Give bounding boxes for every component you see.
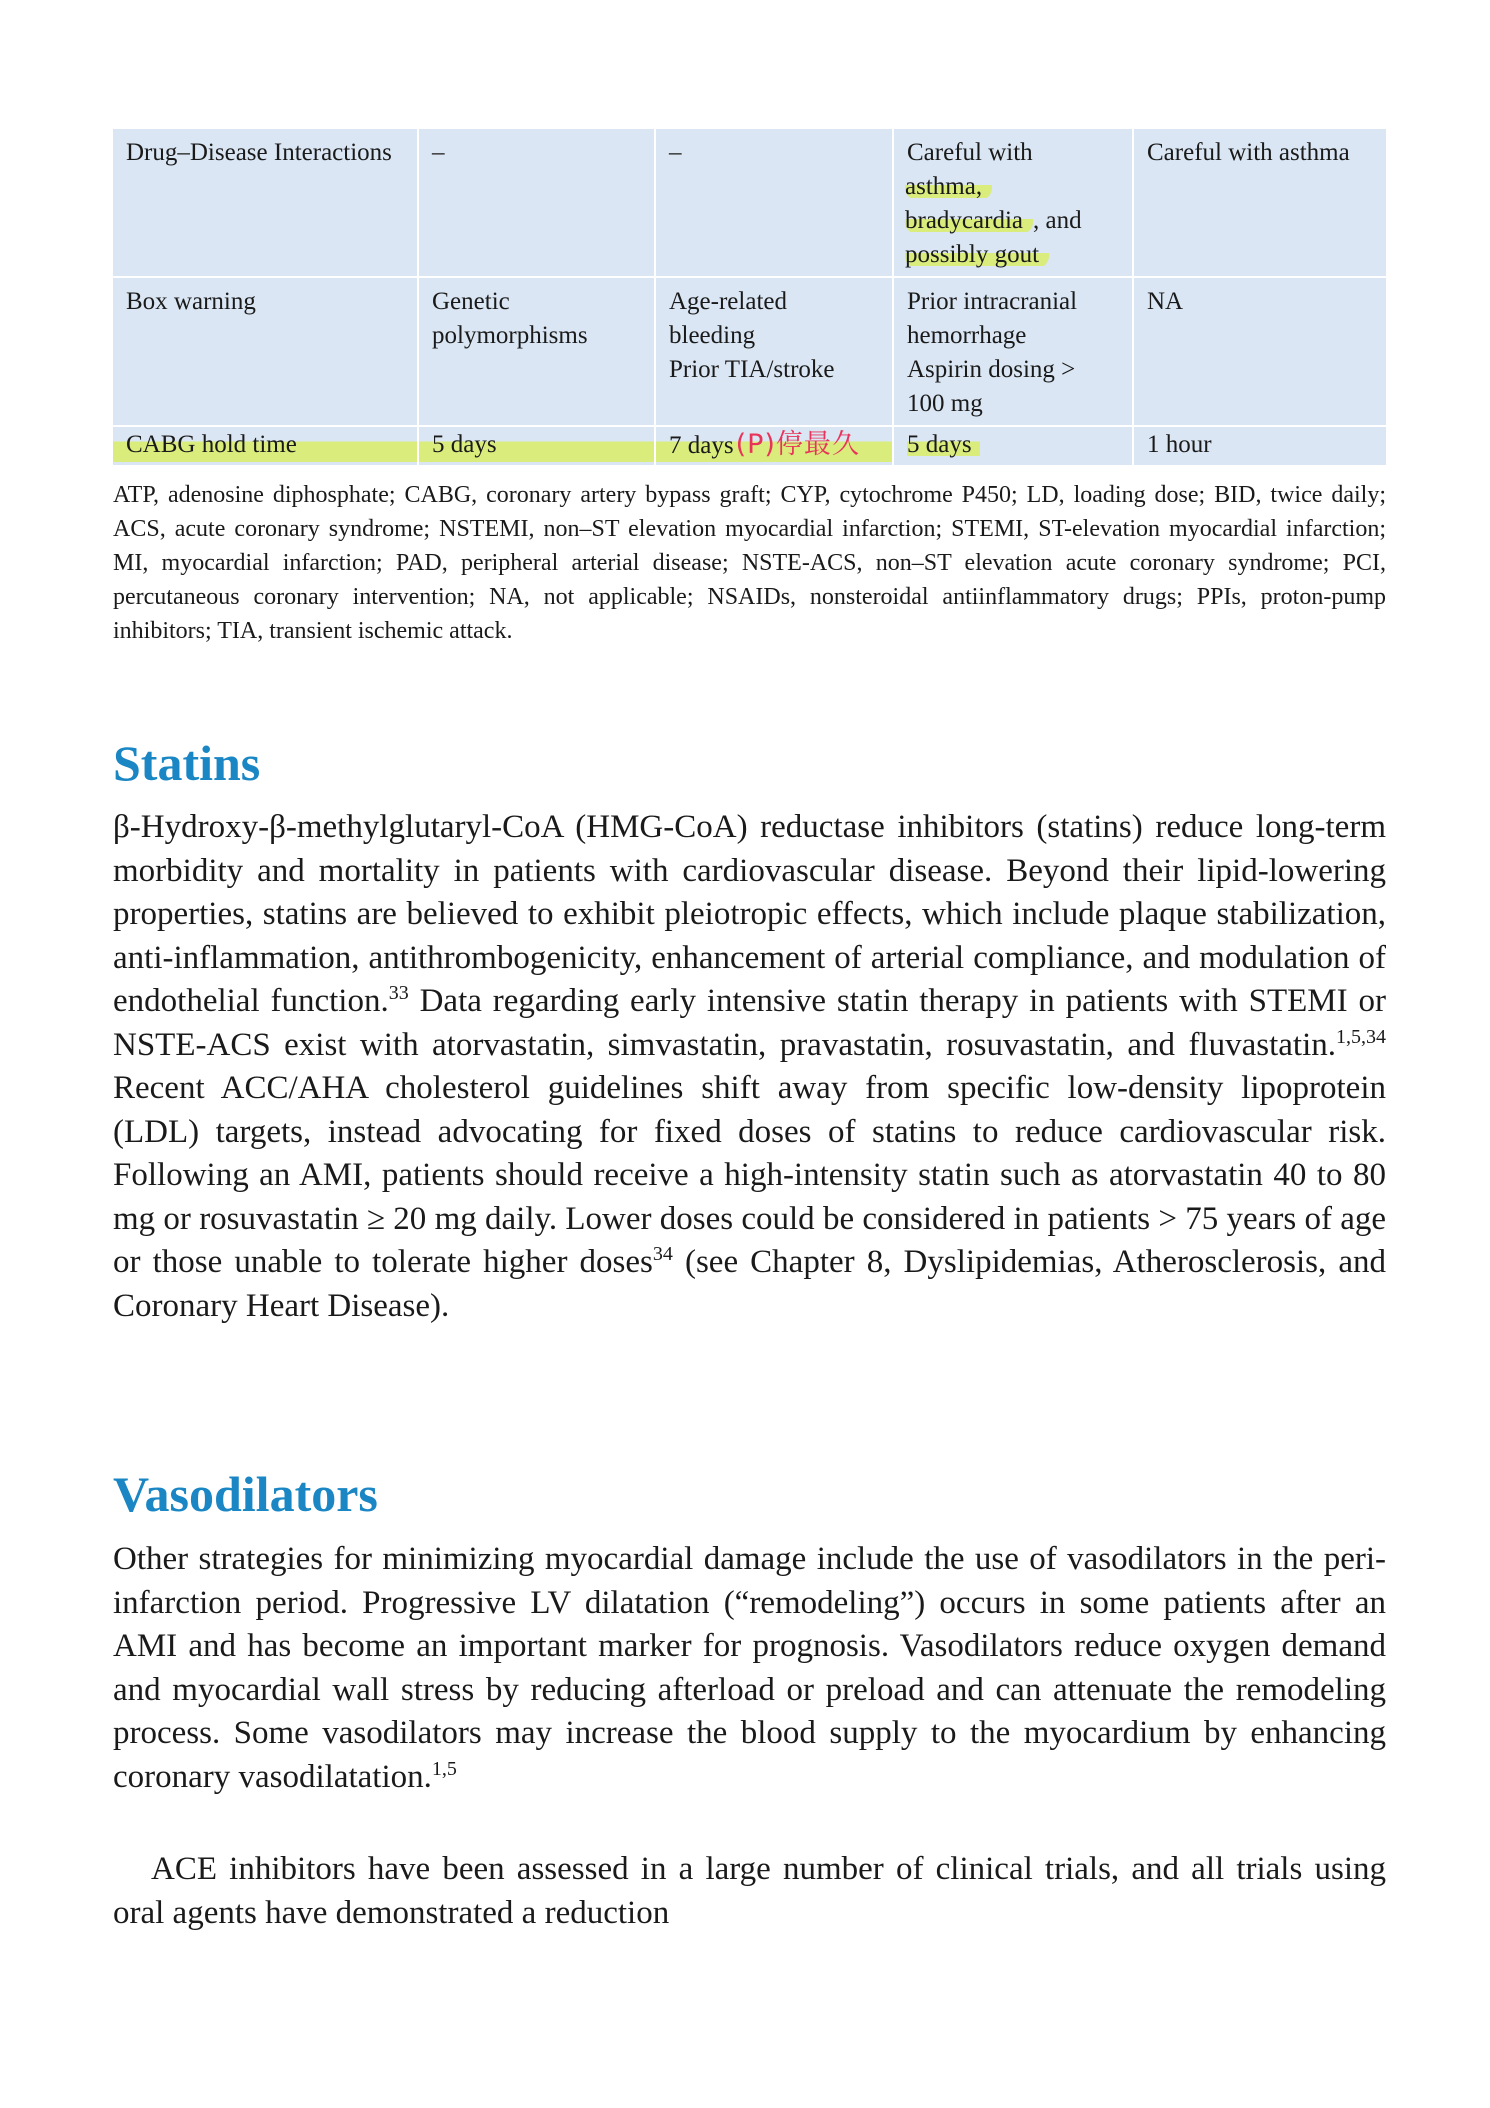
row-label: CABG hold time [113,426,418,466]
table-row [113,426,1386,466]
text-run: (see Chapter 8, Dyslipidemias, Atherosclerosis, and Coronary Heart Disease). [113,1244,1386,1324]
table-cell: 1 hour [1133,426,1386,466]
drug-comparison-table [113,125,1386,467]
ace-inhibitors-paragraph: ACE inhibitors have been assessed in a large number of clinical trials, and all trials using oral agents have demonstrated a reduction [113,1851,1386,1931]
section-heading-vasodilators: Vasodilators [113,1466,378,1522]
highlighted-text: asthma, [905,173,992,200]
table-cell: Careful with asthma [1133,127,1386,277]
table-cell: – [418,127,655,277]
table-cell [655,426,893,466]
highlighted-text: possibly gout [905,241,1049,268]
handwritten-annotation: (P)停最久 [735,429,860,460]
cell-line: Prior TIA/stroke [669,356,835,383]
row-label: Box warning [113,277,418,426]
cell-line: 100 mg [907,390,983,417]
reference: 33 [388,982,409,1004]
cell-line: Prior intracranial [907,288,1078,315]
cell-line: Age-related [669,288,787,315]
table-footnote: ATP, adenosine diphosphate; CABG, coronary artery bypass graft; CYP, cytochrome P450; LD, loading dose; BID, twice daily; ACS, acute coronary syndrome; NSTEMI, non–ST elevation myocardial infarction; STEMI, ST-elevation myocardial infarction; MI, myocardial infarction; PAD, peripheral arterial disease; NSTE-ACS, non–ST elevation acute coronary syndrome; PCI, percutaneous coronary intervention; NA, not applicable; NSAIDs, nonsteroidal antiinflammatory drugs; PPIs, proton-pump inhibitors; TIA, transient ischemic attack. [113,482,1386,644]
cell-line: bleeding [669,322,756,349]
table-cell: Genetic polymorphisms [418,277,655,426]
table-cell [893,277,1133,426]
row-label: Drug–Disease Interactions [113,127,418,277]
text-run: Data regarding early intensive statin therapy in patients with STEMI or NSTE-ACS exist with atorvastatin, simvastatin, pravastatin, rosuvastatin, and fluvastatin. [113,983,1386,1063]
reference: 1,5,34 [1336,1025,1386,1048]
section-heading-statins: Statins [113,735,261,791]
cell-line: hemorrhage [907,322,1027,349]
highlighted-text: bradycardia [905,207,1033,234]
reference: 1,5 [431,1757,457,1780]
table-cell: – [655,127,893,277]
table-cell [893,426,1133,466]
vasodilators-paragraph [113,1538,1386,1799]
table-cell: NA [1133,277,1386,426]
cell-line: Careful with [907,139,1033,166]
table-cell [893,127,1133,277]
cell-text: 7 days [669,432,734,459]
highlighted-text: 5 days [907,431,980,458]
text-run: Other strategies for minimizing myocardial damage include the use of vasodilators in the peri-infarction period. Progressive LV dilatation (“remodeling”) occurs in some patients after an AMI and has become an important marker for prognosis. Vasodilators reduce oxygen demand and myocardial wall stress by reducing afterload or preload and can attenuate the remodeling process. Some vasodilators may increase the blood supply to the myocardium by enhancing coronary vasodilatation. [113,1541,1386,1795]
cell-line: Aspirin dosing > [907,356,1076,383]
text-run: β-Hydroxy-β-methylglutaryl-CoA (HMG-CoA) reductase inhibitors (statins) reduce long-term morbidity and mortality in patients with cardiovascular disease. Beyond their lipid-lowering properties, statins are believed to exhibit pleiotropic effects, which include plaque stabilization, anti-inflammation, antithrombogenicity, enhancement of arterial compliance, and modulation of endothelial function. [113,809,1386,1019]
table-row [113,277,1386,426]
reference: 34 [652,1243,673,1265]
text-run: Recent ACC/AHA cholesterol guidelines shift away from specific low-density lipoprotein (LDL) targets, instead advocating for fixed doses of statins to reduce cardiovascular risk. Following an AMI, patients should receive a high-intensity statin such as atorvastatin 40 to 80 mg or rosuvastatin ≥ 20 mg daily. Lower doses could be considered in patients > 75 years of age or those unable to tolerate higher doses [113,1070,1386,1280]
table-cell [655,277,893,426]
cell-text: , and [1032,207,1082,234]
statins-paragraph [113,806,1386,1328]
table-row [113,127,1386,277]
table-cell: 5 days [418,426,655,466]
